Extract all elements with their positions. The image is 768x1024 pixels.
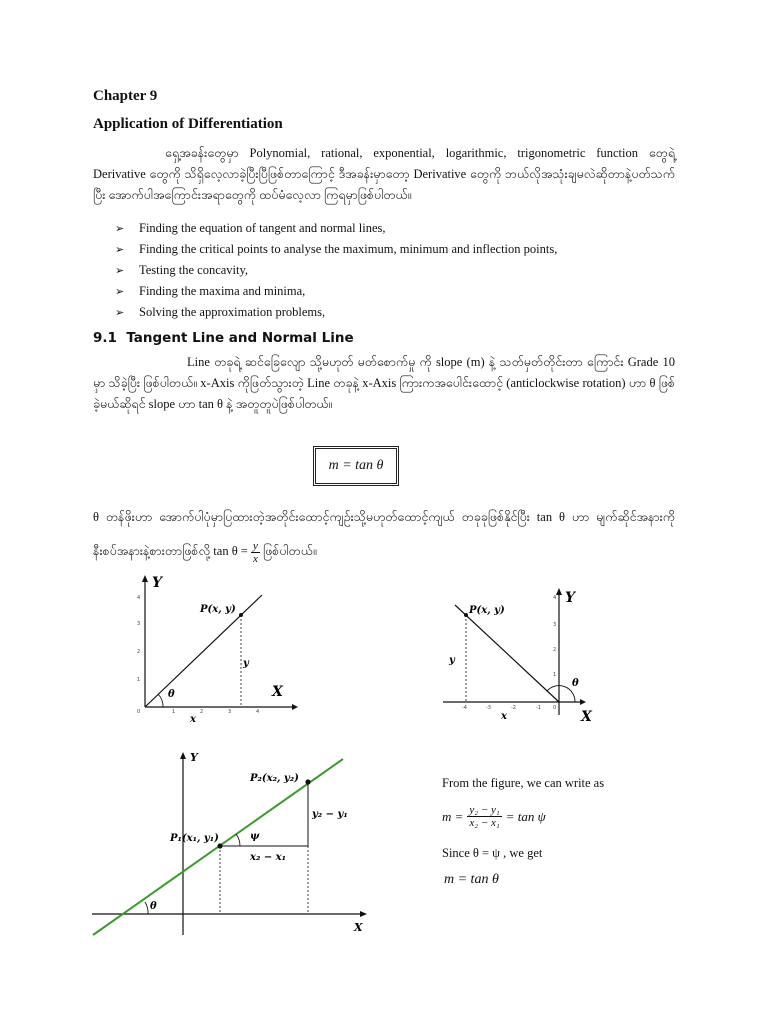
svg-text:0: 0	[553, 705, 557, 711]
since-note: Since θ = ψ , we get	[442, 846, 543, 860]
svg-text:-3: -3	[486, 705, 491, 711]
figure-note: From the figure, we can write as	[442, 776, 605, 790]
p1-label: P₁(x₁, y₁)	[170, 833, 219, 844]
svg-text:-2: -2	[511, 705, 516, 711]
arrow-bullet-icon: ➢	[115, 222, 125, 235]
p2-label: P₂(x₂, y₂)	[250, 773, 299, 784]
svg-text:2: 2	[553, 647, 557, 653]
intro-paragraph: ရှေ့အခန်းတွေမှာ Polynomial, rational, exponential, logarithmic, trigonometric function တွေရဲ့ Derivative တွေကို သိရှိလေ့လာခဲ့ပြီးပြီဖြစ်တာကြောင့် ဒီအခန်းမှာတော့ Derivative တွေကို ဘယ်လိုအသုံးချမလဲဆိုတာနဲ့ပတ်သက်ပြီး အောက်ပါအကြောင်းအရာတွေကို ထပ်မံလေ့လာ ကြရမှာဖြစ်ပါတယ်။	[93, 146, 675, 202]
dx-label: x₂ − x₁	[250, 852, 287, 863]
tan-paragraph: θ တန်ဖိုးဟာ အောက်ပါပုံမှာပြထားတဲ့အတိုင်းထောင့်ကျဉ်းသို့မဟုတ်ထောင့်ကျယ် တခုခုဖြစ်နိုင်ပြီး tan θ ဟာ မျက်ဆိုင်အနားကို နီးစပ်အနားနဲ့စားတာဖြစ်လို့ tan θ = $\frac{y}{x}$ ဖြစ်ပါတယ်။	[93, 510, 675, 565]
theta-label: θ	[150, 901, 157, 912]
x-length-label: x	[501, 711, 507, 722]
svg-text:4: 4	[137, 595, 141, 601]
list-item: ➢ Finding the equation of tangent and normal lines,	[115, 218, 557, 239]
svg-text:1: 1	[137, 677, 141, 683]
y-axis-label: Y	[565, 590, 575, 606]
arrow-bullet-icon: ➢	[115, 264, 125, 277]
theta-label: θ	[168, 689, 175, 700]
chapter-title: Application of Differentiation	[93, 116, 283, 132]
y-length-label: y	[449, 655, 455, 666]
y-axis-label: Y	[190, 751, 198, 764]
list-item: ➢ Finding the maxima and minima,	[115, 281, 557, 302]
topic-list	[115, 218, 557, 323]
x-length-label: x	[190, 714, 196, 725]
result-equation: m = tan θ	[444, 872, 499, 887]
svg-text:4: 4	[553, 595, 557, 601]
point-label: P(x, y)	[200, 604, 236, 615]
x-axis-label: X	[581, 709, 592, 725]
x-axis-label: X	[354, 921, 363, 934]
svg-text:3: 3	[228, 709, 232, 715]
list-item: ➢ Solving the approximation problems,	[115, 302, 557, 323]
svg-text:4: 4	[256, 709, 260, 715]
svg-text:3: 3	[137, 621, 141, 627]
svg-text:2: 2	[200, 709, 204, 715]
slope-paragraph: Line တခုရဲ့ ဆင်ခြေလျော သို့မဟုတ် မတ်စောက်မှု ကို slope (m) နဲ့ သတ်မှတ်တိုင်းတာ ကြောင်း Grade 10 မှာ သိခဲ့ပြီး ဖြစ်ပါတယ်။ x-Axis ကိုဖြတ်သွားတဲ့ Line တခုနဲ့ x-Axis ကြားကအပေါင်းထောင့် (anticlockwise rotation) ဟာ θ ဖြစ်ခဲ့မယ်ဆိုရင် slope ဟာ tan θ နဲ့ အတူတူပဲဖြစ်ပါတယ်။	[93, 355, 675, 411]
section-heading: 9.1 Tangent Line and Normal Line	[93, 330, 354, 346]
boxed-formula: m = tan θ	[313, 446, 399, 486]
svg-text:3: 3	[553, 622, 557, 628]
svg-text:0: 0	[137, 709, 141, 715]
svg-text:1: 1	[172, 709, 176, 715]
fraction-dy-over-dx: $\frac{\text{y₂ − y₁}}{\text{x₂ − x₁}}$	[469, 804, 500, 829]
figure-obtuse-angle	[435, 575, 605, 725]
list-item: ➢ Finding the critical points to analyse the maximum, minimum and inflection points,	[115, 239, 557, 260]
svg-text:1: 1	[553, 672, 557, 678]
point-label: P(x, y)	[469, 605, 505, 616]
y-axis-label: Y	[152, 575, 162, 591]
figure-two-point-slope	[90, 745, 380, 945]
svg-text:2: 2	[137, 649, 141, 655]
psi-label: ψ	[250, 831, 260, 842]
arrow-bullet-icon: ➢	[115, 243, 125, 256]
x-axis-label: X	[272, 684, 283, 700]
dy-label: y₂ − y₁	[312, 809, 348, 820]
fraction-y-over-x: $\frac{y}{x}$	[252, 539, 258, 565]
slope-equation: m = $\frac{\text{y₂ − y₁}}{\text{x₂ − x₁}}$ = tan ψ	[442, 804, 546, 829]
y-length-label: y	[243, 658, 249, 669]
list-item: ➢ Testing the concavity,	[115, 260, 557, 281]
chapter-heading: Chapter 9	[93, 88, 158, 104]
arrow-bullet-icon: ➢	[115, 306, 125, 319]
theta-label: θ	[572, 678, 579, 689]
arrow-bullet-icon: ➢	[115, 285, 125, 298]
svg-text:-1: -1	[536, 705, 541, 711]
figure-acute-angle	[130, 570, 300, 725]
svg-text:-4: -4	[462, 705, 467, 711]
